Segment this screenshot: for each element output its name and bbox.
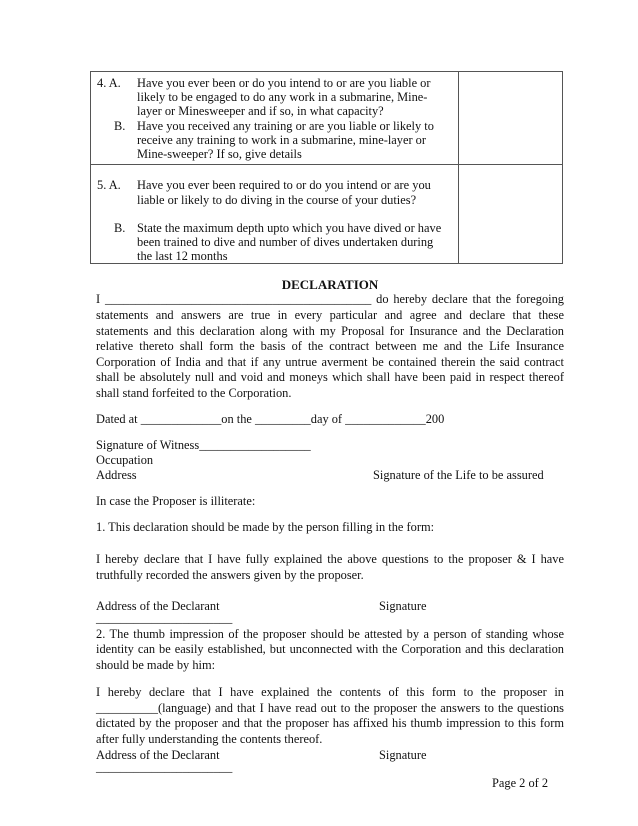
declaration-title: DECLARATION <box>281 277 379 292</box>
address-underline: ______________________ <box>96 611 233 625</box>
q4b-line: Have you received any training or are you liable or likely to <box>137 119 434 133</box>
q4-number: 4. A. <box>97 76 121 90</box>
address-label: Address <box>96 468 137 482</box>
q5a-line: liable or likely to do diving in the course of your duties? <box>137 193 417 207</box>
declarant-statement-line: truthfully recorded the answers given by the proposer. <box>96 568 364 582</box>
q4-answer-cell[interactable] <box>459 72 563 164</box>
attestor-statement-line: after fully understanding the contents thereof. <box>96 732 323 746</box>
declaration-line: I ___________________________________________ do hereby declare that the foregoing <box>96 292 564 306</box>
declaration-line: statements and answers are true in every particular and agree and declare that these <box>96 308 564 322</box>
page-number: Page 2 of 2 <box>492 776 549 790</box>
q4a-line: layer or Minesweeper and if so, in what capacity? <box>137 104 384 118</box>
point-2-line: 2. The thumb impression of the proposer should be attested by a person of standing whose <box>96 627 564 641</box>
attestor-statement-line: dictated by the proposer and that the proposer has affixed his thumb impression to this form <box>96 716 564 730</box>
declarant-signature-label: Signature <box>379 599 427 613</box>
q5-number: 5. A. <box>97 178 121 192</box>
address-underline: ______________________ <box>96 760 233 774</box>
dated-line: Dated at _____________on the _________day of _____________200 <box>96 412 445 426</box>
attestor-statement-line: __________(language) and that I have read out to the proposer the answers to the questions <box>96 701 564 715</box>
declaration-line: shall stand forfeited to the Corporation. <box>96 386 292 400</box>
declarant-address-label: Address of the Declarant <box>96 599 220 613</box>
q5a-line: Have you ever been required to or do you intend or are you <box>137 178 431 192</box>
q5-answer-cell[interactable] <box>459 165 563 263</box>
declaration-line: shall be absolutely null and void and moneys which shall have been paid in respect thereof <box>96 370 564 384</box>
q4b-label: B. <box>114 119 126 133</box>
q5b-line: the last 12 months <box>137 249 228 263</box>
life-assured-signature-label: Signature of the Life to be assured <box>373 468 544 482</box>
attestor-statement-line: I hereby declare that I have explained the contents of this form to the proposer in <box>96 685 564 699</box>
q5b-line: been trained to dive and number of dives undertaken during <box>137 235 434 249</box>
occupation-label: Occupation <box>96 453 154 467</box>
declaration-line: Corporation of India and that if any untrue averment be contained therein the said contract <box>96 355 564 369</box>
q4b-line: Mine-sweeper? If so, give details <box>137 147 302 161</box>
point-2-line: identity can be easily established, but unconnected with the Corporation and this declaration <box>96 642 564 656</box>
declarant-statement-line: I hereby declare that I have fully explained the above questions to the proposer & I have <box>96 552 564 566</box>
declaration-line: statements and this declaration along with my Proposal for Insurance and the Declaration <box>96 324 564 338</box>
witness-signature-line: Signature of Witness__________________ <box>96 438 311 452</box>
q4b-line: receive any training to work in a submarine, mine-layer or <box>137 133 427 147</box>
q4a-line: Have you ever been or do you intend to or are you liable or <box>137 76 431 90</box>
attestor-address-label: Address of the Declarant <box>96 748 220 762</box>
q4a-line: likely to be engaged to do any work in a submarine, Mine- <box>137 90 428 104</box>
q5b-line: State the maximum depth upto which you have dived or have <box>137 221 442 235</box>
attestor-signature-label: Signature <box>379 748 427 762</box>
illiterate-intro: In case the Proposer is illiterate: <box>96 494 256 508</box>
point-2-line: should be made by him: <box>96 658 216 672</box>
point-1: 1. This declaration should be made by the person filling in the form: <box>96 520 435 534</box>
questions-table <box>90 71 563 264</box>
q5b-label: B. <box>114 221 126 235</box>
declaration-line: relative thereto shall form the basis of the contract between me and the Life Insurance <box>96 339 564 353</box>
